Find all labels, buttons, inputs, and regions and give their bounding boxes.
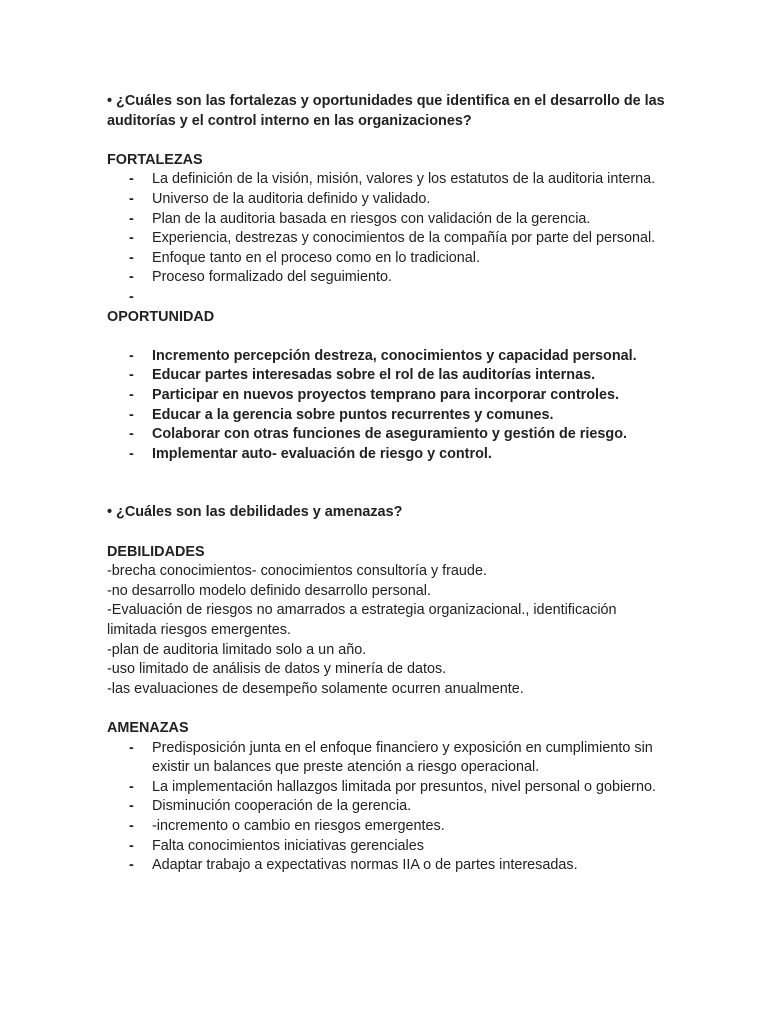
list-item: [107, 445, 667, 465]
dash-bullet: -: [129, 778, 134, 795]
document-page: [107, 92, 667, 876]
list-item: -plan de auditoria limitado solo a un año.: [107, 641, 367, 658]
list-item: [107, 837, 667, 857]
list-item: [107, 249, 667, 269]
list-item-text: Colaborar con otras funciones de aseguramiento y gestión de riesgo.: [152, 426, 627, 443]
list-item: [107, 210, 667, 230]
list-item: -brecha conocimientos- conocimientos consultoría y fraude.: [107, 563, 487, 580]
list-item-text: Educar a la gerencia sobre puntos recurrentes y comunes.: [152, 406, 554, 423]
list-item: [107, 386, 667, 406]
dash-bullet: -: [129, 406, 134, 423]
list-item-text: Implementar auto- evaluación de riesgo y control.: [152, 445, 492, 462]
spacer: [107, 131, 667, 151]
dash-bullet: -: [129, 426, 134, 443]
list-item-text: Adaptar trabajo a expectativas normas IIA o de partes interesadas.: [152, 857, 578, 874]
list-item-text: Incremento percepción destreza, conocimientos y capacidad personal.: [152, 347, 637, 364]
list-item: -las evaluaciones de desempeño solamente ocurren anualmente.: [107, 680, 524, 697]
list-item-text: Experiencia, destrezas y conocimientos de la compañía por parte del personal.: [152, 230, 656, 247]
dash-bullet: -: [129, 269, 134, 286]
dash-bullet: -: [129, 347, 134, 364]
dash-bullet: -: [129, 171, 134, 188]
list-debilidades: [107, 562, 667, 699]
list-item-text: Educar partes interesadas sobre el rol de las auditorías internas.: [152, 367, 596, 384]
dash-bullet: -: [129, 739, 134, 756]
heading-oportunidad: OPORTUNIDAD: [107, 308, 215, 325]
dash-bullet: -: [129, 857, 134, 874]
dash-bullet: -: [129, 837, 134, 854]
list-item: [107, 229, 667, 249]
list-item-text: Enfoque tanto en el proceso como en lo tradicional.: [152, 249, 480, 266]
list-oportunidad: [107, 347, 667, 465]
dash-bullet: -: [129, 445, 134, 462]
dash-bullet: -: [129, 798, 134, 815]
list-amenazas: [107, 739, 667, 876]
dash-bullet: -: [129, 367, 134, 384]
list-item: [107, 347, 667, 367]
dash-bullet: -: [129, 190, 134, 207]
list-fortalezas: [107, 170, 667, 307]
list-item: [107, 288, 667, 308]
list-item-text: Predisposición junta en el enfoque financiero y exposición en cumplimiento sin existir un balances que preste atención a riesgo operacional.: [152, 739, 653, 776]
spacer: [107, 327, 667, 347]
spacer: [107, 523, 667, 543]
dash-bullet: -: [129, 210, 134, 227]
heading-fortalezas: FORTALEZAS: [107, 151, 203, 168]
list-item-text: Participar en nuevos proyectos temprano para incorporar controles.: [152, 386, 620, 403]
list-item-text: Proceso formalizado del seguimiento.: [152, 269, 392, 286]
list-item: [107, 817, 667, 837]
list-item-text: La implementación hallazgos limitada por presuntos, nivel personal o gobierno.: [152, 778, 656, 795]
list-item: [107, 366, 667, 386]
list-item: [107, 170, 667, 190]
list-item: [107, 797, 667, 817]
list-item-text: Disminución cooperación de la gerencia.: [152, 798, 412, 815]
question-debilidades-amenazas: • ¿Cuáles son las debilidades y amenazas?: [107, 504, 403, 521]
spacer: [107, 699, 667, 719]
list-item: [107, 425, 667, 445]
list-item: -uso limitado de análisis de datos y minería de datos.: [107, 661, 447, 678]
spacer: [107, 464, 667, 484]
dash-bullet: -: [129, 249, 134, 266]
list-item: [107, 778, 667, 798]
list-item-text: Universo de la auditoria definido y validado.: [152, 190, 431, 207]
heading-amenazas: AMENAZAS: [107, 720, 189, 736]
list-item: [107, 856, 667, 876]
list-item: [107, 406, 667, 426]
list-item-text: -incremento o cambio en riesgos emergentes.: [152, 817, 445, 834]
list-item-text: Plan de la auditoria basada en riesgos con validación de la gerencia.: [152, 210, 591, 227]
list-item-text: Falta conocimientos iniciativas gerenciales: [152, 837, 424, 854]
spacer: [107, 484, 667, 504]
list-item: -no desarrollo modelo definido desarrollo personal.: [107, 582, 431, 599]
dash-bullet: -: [129, 386, 134, 403]
heading-debilidades: DEBILIDADES: [107, 543, 205, 560]
dash-bullet: -: [129, 230, 134, 247]
list-item: -Evaluación de riesgos no amarrados a estrategia organizacional., identificación limitada riesgos emergentes.: [107, 602, 617, 639]
list-item: [107, 190, 667, 210]
dash-bullet: -: [129, 288, 134, 305]
list-item: [107, 268, 667, 288]
list-item: [107, 739, 667, 778]
question-fortalezas-oportunidades: • ¿Cuáles son las fortalezas y oportunidades que identifica en el desarrollo de las auditorías y el control interno en las organizaciones?: [107, 93, 665, 129]
list-item-text: La definición de la visión, misión, valores y los estatutos de la auditoria interna.: [152, 171, 656, 188]
dash-bullet: -: [129, 817, 134, 834]
